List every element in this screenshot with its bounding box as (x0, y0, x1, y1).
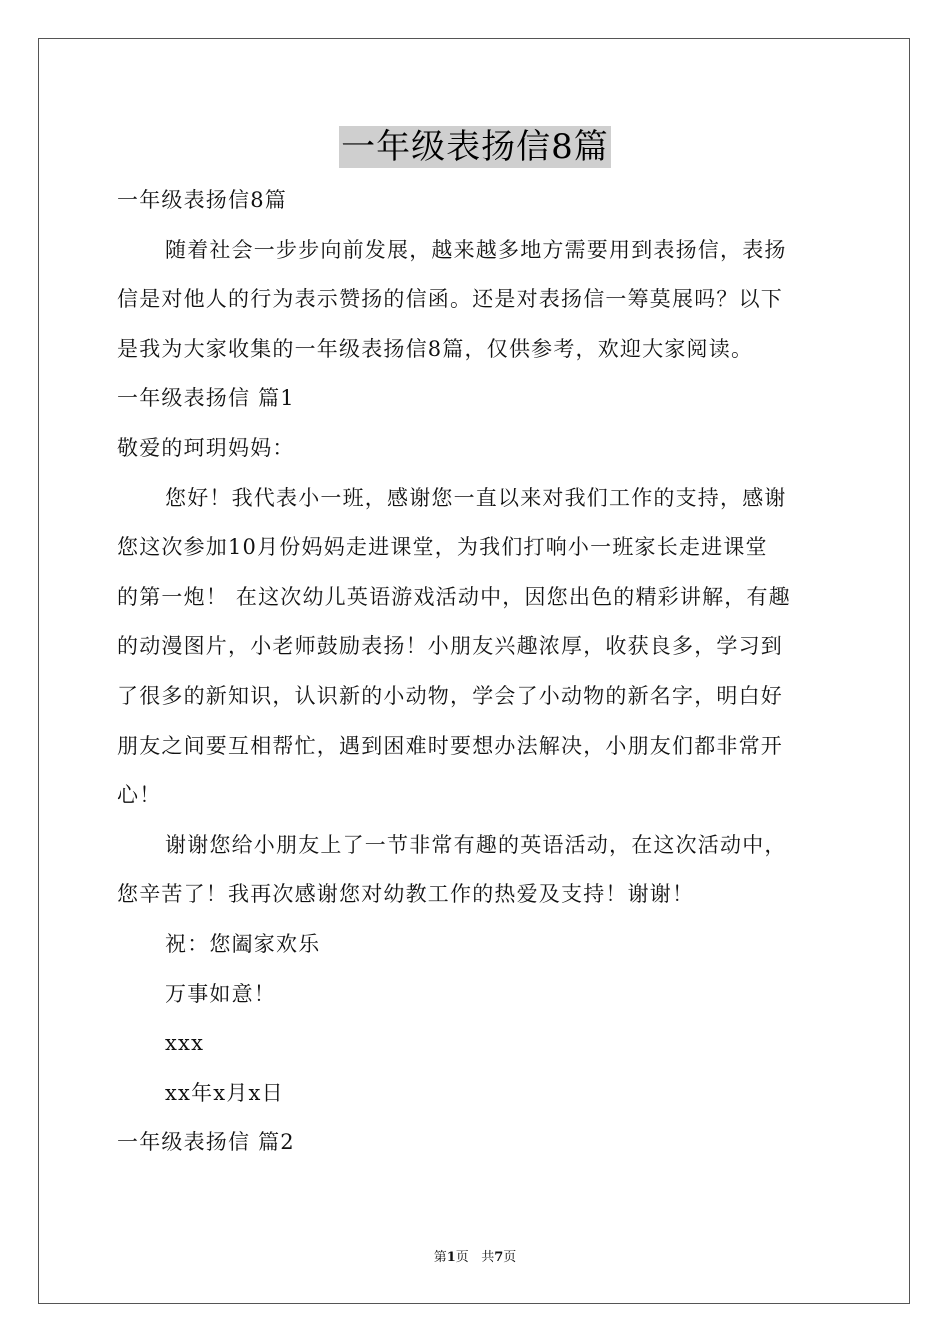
letter-line: 的动漫图片，小老师鼓励表扬！小朋友兴趣浓厚，收获良多，学习到 (117, 634, 783, 659)
salutation: 敬爱的珂玥妈妈： (117, 435, 295, 460)
date-line: xx年x月x日 (165, 1080, 284, 1105)
page-number-suffix: 页 (455, 1250, 469, 1265)
subtitle-line: 一年级表扬信8篇 (117, 188, 287, 212)
total-pages-suffix: 页 (503, 1250, 517, 1265)
letter-line: 谢谢您给小朋友上了一节非常有趣的英语活动，在这次活动中， (165, 832, 787, 857)
letter-line: 了很多的新知识，认识新的小动物，学会了小动物的新名字，明白好 (117, 683, 783, 708)
intro-line: 随着社会一步步向前发展，越来越多地方需要用到表扬信，表扬 (165, 237, 787, 262)
closing-line: 万事如意！ (165, 981, 276, 1006)
intro-line: 信是对他人的行为表示赞扬的信函。还是对表扬信一筹莫展吗？以下 (117, 287, 783, 312)
document-body (117, 176, 837, 1168)
total-pages-prefix: 共 (481, 1250, 495, 1265)
letter-line: 心！ (117, 783, 162, 808)
letter-line: 的第一炮！ 在这次幼儿英语游戏活动中，因您出色的精彩讲解，有趣 (117, 584, 791, 609)
total-pages: 7 (494, 1250, 504, 1265)
letter-line: 您这次参加10月份妈妈走进课堂，为我们打响小一班家长走进课堂 (117, 535, 768, 560)
page-footer (0, 1246, 950, 1265)
letter-line: 您辛苦了！我再次感谢您对幼教工作的热爱及支持！谢谢！ (117, 882, 695, 907)
page-number: 1 (446, 1250, 456, 1265)
signature: xxx (165, 1031, 205, 1056)
document-title: 一年级表扬信8篇 (341, 127, 609, 167)
letter-line: 朋友之间要互相帮忙，遇到困难时要想办法解决，小朋友们都非常开 (117, 733, 783, 758)
page-number-prefix: 第 (433, 1250, 447, 1265)
section-heading: 一年级表扬信 篇1 (117, 386, 295, 411)
letter-line: 您好！我代表小一班，感谢您一直以来对我们工作的支持，感谢 (165, 485, 787, 510)
intro-line: 是我为大家收集的一年级表扬信8篇，仅供参考，欢迎大家阅读。 (117, 336, 754, 361)
section-heading: 一年级表扬信 篇2 (117, 1130, 295, 1155)
closing-line: 祝：您阖家欢乐 (165, 931, 321, 956)
title-container (0, 126, 950, 168)
